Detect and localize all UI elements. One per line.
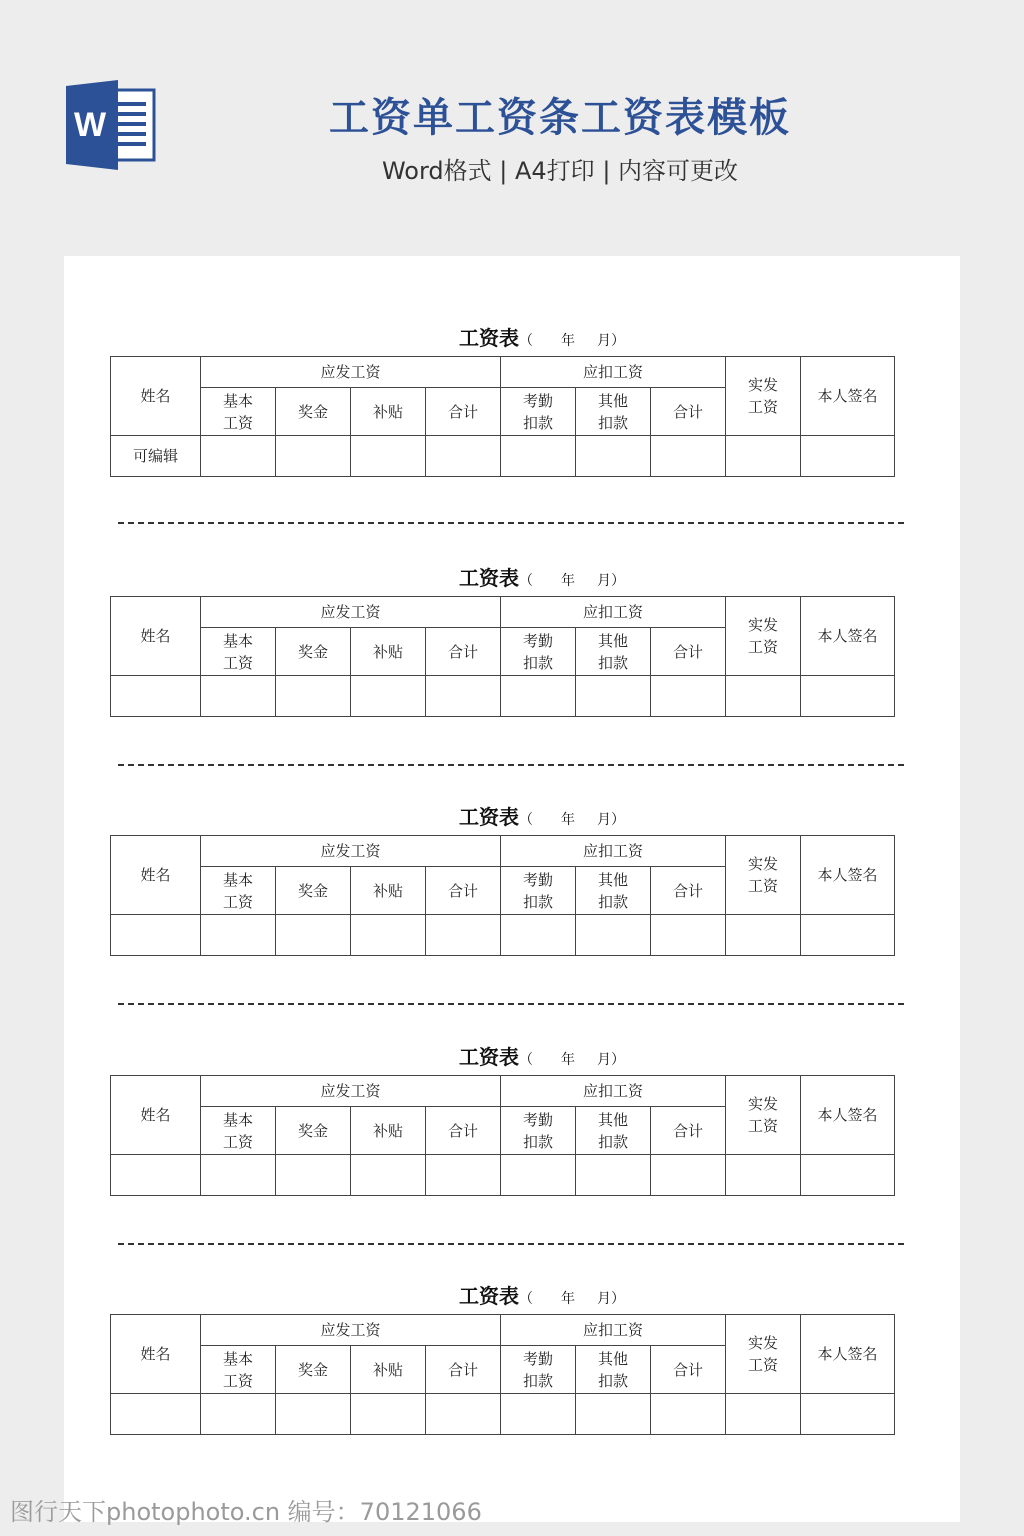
- cut-line: [118, 764, 904, 766]
- header-subsidy: 补贴: [351, 867, 426, 915]
- header-basic: 基本 工资: [201, 867, 276, 915]
- slip-title-text: 工资表: [459, 326, 519, 350]
- header-signature: 本人签名: [801, 597, 895, 676]
- slip-month-label: 月）: [597, 812, 625, 828]
- salary-table: [110, 1314, 895, 1435]
- slip-year-label: 年: [561, 333, 575, 349]
- slip-paren-open: （: [519, 333, 533, 349]
- cell-actual[interactable]: [726, 676, 801, 717]
- cell-subtotal-ded[interactable]: [651, 915, 726, 956]
- slip-title-text: 工资表: [459, 1045, 519, 1069]
- slip-title-text: 工资表: [459, 805, 519, 829]
- header-attendance: 考勤 扣款: [501, 1346, 576, 1394]
- slip-title: [110, 1039, 894, 1075]
- cell-subsidy[interactable]: [351, 915, 426, 956]
- cell-name[interactable]: [111, 1155, 201, 1196]
- header-subtotal-pay: 合计: [426, 1107, 501, 1155]
- table-row: [111, 1394, 895, 1435]
- salary-slip: [110, 1278, 894, 1435]
- cut-line: [118, 1243, 904, 1245]
- cell-name[interactable]: 可编辑: [111, 436, 201, 477]
- cell-subsidy[interactable]: [351, 1155, 426, 1196]
- header-subtotal-ded: 合计: [651, 1346, 726, 1394]
- slip-month-label: 月）: [597, 1291, 625, 1307]
- cell-actual[interactable]: [726, 436, 801, 477]
- header-attendance: 考勤 扣款: [501, 867, 576, 915]
- salary-table: [110, 835, 895, 956]
- header-subtotal-pay: 合计: [426, 628, 501, 676]
- header-basic: 基本 工资: [201, 388, 276, 436]
- cell-subtotal-pay[interactable]: [426, 436, 501, 477]
- header-subtotal-pay: 合计: [426, 1346, 501, 1394]
- cell-name[interactable]: [111, 1394, 201, 1435]
- cell-bonus[interactable]: [276, 676, 351, 717]
- header-payable: 应发工资: [201, 597, 501, 628]
- header-bonus: 奖金: [276, 867, 351, 915]
- header-subsidy: 补贴: [351, 1107, 426, 1155]
- header-signature: 本人签名: [801, 836, 895, 915]
- header-bonus: 奖金: [276, 388, 351, 436]
- cell-basic[interactable]: [201, 436, 276, 477]
- cell-subsidy[interactable]: [351, 1394, 426, 1435]
- header-actual: 实发 工资: [726, 1076, 801, 1155]
- cell-bonus[interactable]: [276, 436, 351, 477]
- header-basic: 基本 工资: [201, 1107, 276, 1155]
- salary-table: [110, 356, 895, 477]
- cell-subtotal-ded[interactable]: [651, 436, 726, 477]
- header-deduction: 应扣工资: [501, 357, 726, 388]
- slip-year-label: 年: [561, 1052, 575, 1068]
- header-name: 姓名: [111, 597, 201, 676]
- cut-line: [118, 1003, 904, 1005]
- header-actual: 实发 工资: [726, 1315, 801, 1394]
- table-row: [111, 1155, 895, 1196]
- header-subsidy: 补贴: [351, 388, 426, 436]
- header-other: 其他 扣款: [576, 867, 651, 915]
- header-actual: 实发 工资: [726, 357, 801, 436]
- word-logo-letter: W: [73, 106, 107, 144]
- slip-title-text: 工资表: [459, 1284, 519, 1308]
- header-name: 姓名: [111, 836, 201, 915]
- header-basic: 基本 工资: [201, 1346, 276, 1394]
- slip-paren-open: （: [519, 812, 533, 828]
- salary-table: [110, 596, 895, 717]
- salary-slip: [110, 320, 894, 477]
- cell-signature[interactable]: [801, 1155, 895, 1196]
- header-subtotal-pay: 合计: [426, 388, 501, 436]
- header-subtotal-ded: 合计: [651, 628, 726, 676]
- cell-attendance[interactable]: [501, 1394, 576, 1435]
- header-subtotal-ded: 合计: [651, 867, 726, 915]
- header-name: 姓名: [111, 1076, 201, 1155]
- cell-attendance[interactable]: [501, 915, 576, 956]
- header-deduction: 应扣工资: [501, 836, 726, 867]
- cell-bonus[interactable]: [276, 1155, 351, 1196]
- header-name: 姓名: [111, 357, 201, 436]
- header-bonus: 奖金: [276, 1346, 351, 1394]
- slip-year-label: 年: [561, 812, 575, 828]
- header-name: 姓名: [111, 1315, 201, 1394]
- header-payable: 应发工资: [201, 1315, 501, 1346]
- cell-subtotal-pay[interactable]: [426, 1394, 501, 1435]
- cell-subsidy[interactable]: [351, 676, 426, 717]
- header-attendance: 考勤 扣款: [501, 1107, 576, 1155]
- header-deduction: 应扣工资: [501, 1076, 726, 1107]
- salary-slip: [110, 560, 894, 717]
- word-logo-icon: [64, 80, 156, 170]
- cell-other[interactable]: [576, 1155, 651, 1196]
- slip-year-label: 年: [561, 1291, 575, 1307]
- header-payable: 应发工资: [201, 836, 501, 867]
- table-row: [111, 436, 895, 477]
- cell-bonus[interactable]: [276, 915, 351, 956]
- cell-subtotal-ded[interactable]: [651, 1155, 726, 1196]
- cell-signature[interactable]: [801, 436, 895, 477]
- header-actual: 实发 工资: [726, 836, 801, 915]
- header-deduction: 应扣工资: [501, 1315, 726, 1346]
- slip-month-label: 月）: [597, 1052, 625, 1068]
- header-subtotal-ded: 合计: [651, 1107, 726, 1155]
- header-subtotal-pay: 合计: [426, 867, 501, 915]
- cell-signature[interactable]: [801, 1394, 895, 1435]
- cell-other[interactable]: [576, 676, 651, 717]
- slip-year-label: 年: [561, 573, 575, 589]
- header-attendance: 考勤 扣款: [501, 388, 576, 436]
- slip-title: [110, 799, 894, 835]
- header-subsidy: 补贴: [351, 1346, 426, 1394]
- cell-basic[interactable]: [201, 676, 276, 717]
- header-actual: 实发 工资: [726, 597, 801, 676]
- slip-month-label: 月）: [597, 333, 625, 349]
- watermark-text: 图行天下photophoto.cn 编号：70121066: [10, 1498, 482, 1526]
- cell-name[interactable]: [111, 676, 201, 717]
- header-other: 其他 扣款: [576, 1107, 651, 1155]
- table-row: [111, 676, 895, 717]
- slip-paren-open: （: [519, 1291, 533, 1307]
- banner-title: 工资单工资条工资表模板: [329, 95, 791, 141]
- cell-attendance[interactable]: [501, 676, 576, 717]
- slip-month-label: 月）: [597, 573, 625, 589]
- cell-actual[interactable]: [726, 1155, 801, 1196]
- cell-other[interactable]: [576, 1394, 651, 1435]
- header-payable: 应发工资: [201, 1076, 501, 1107]
- header-subsidy: 补贴: [351, 628, 426, 676]
- header-deduction: 应扣工资: [501, 597, 726, 628]
- header-basic: 基本 工资: [201, 628, 276, 676]
- cell-actual[interactable]: [726, 915, 801, 956]
- cell-subtotal-ded[interactable]: [651, 1394, 726, 1435]
- cut-line: [118, 522, 904, 524]
- cell-signature[interactable]: [801, 676, 895, 717]
- slip-title: [110, 320, 894, 356]
- salary-slip: [110, 799, 894, 956]
- cell-other[interactable]: [576, 915, 651, 956]
- header-payable: 应发工资: [201, 357, 501, 388]
- cell-name[interactable]: [111, 915, 201, 956]
- header-bonus: 奖金: [276, 1107, 351, 1155]
- slip-title: [110, 1278, 894, 1314]
- slip-paren-open: （: [519, 1052, 533, 1068]
- header-attendance: 考勤 扣款: [501, 628, 576, 676]
- cell-basic[interactable]: [201, 1394, 276, 1435]
- slip-title: [110, 560, 894, 596]
- cell-basic[interactable]: [201, 1155, 276, 1196]
- cell-bonus[interactable]: [276, 1394, 351, 1435]
- header-other: 其他 扣款: [576, 388, 651, 436]
- cell-subsidy[interactable]: [351, 436, 426, 477]
- cell-subtotal-pay[interactable]: [426, 1155, 501, 1196]
- header-other: 其他 扣款: [576, 628, 651, 676]
- cell-basic[interactable]: [201, 915, 276, 956]
- table-row: [111, 915, 895, 956]
- cell-attendance[interactable]: [501, 1155, 576, 1196]
- slip-title-text: 工资表: [459, 566, 519, 590]
- salary-slip: [110, 1039, 894, 1196]
- cell-signature[interactable]: [801, 915, 895, 956]
- header-subtotal-ded: 合计: [651, 388, 726, 436]
- header-other: 其他 扣款: [576, 1346, 651, 1394]
- header-banner: [0, 0, 1024, 256]
- salary-table: [110, 1075, 895, 1196]
- header-bonus: 奖金: [276, 628, 351, 676]
- cell-subtotal-ded[interactable]: [651, 676, 726, 717]
- document-page: [64, 256, 960, 1522]
- header-signature: 本人签名: [801, 1315, 895, 1394]
- header-signature: 本人签名: [801, 1076, 895, 1155]
- header-signature: 本人签名: [801, 357, 895, 436]
- cell-subtotal-pay[interactable]: [426, 676, 501, 717]
- banner-subtitle: Word格式 | A4打印 | 内容可更改: [381, 157, 739, 185]
- cell-other[interactable]: [576, 436, 651, 477]
- cell-attendance[interactable]: [501, 436, 576, 477]
- cell-subtotal-pay[interactable]: [426, 915, 501, 956]
- slip-paren-open: （: [519, 573, 533, 589]
- cell-actual[interactable]: [726, 1394, 801, 1435]
